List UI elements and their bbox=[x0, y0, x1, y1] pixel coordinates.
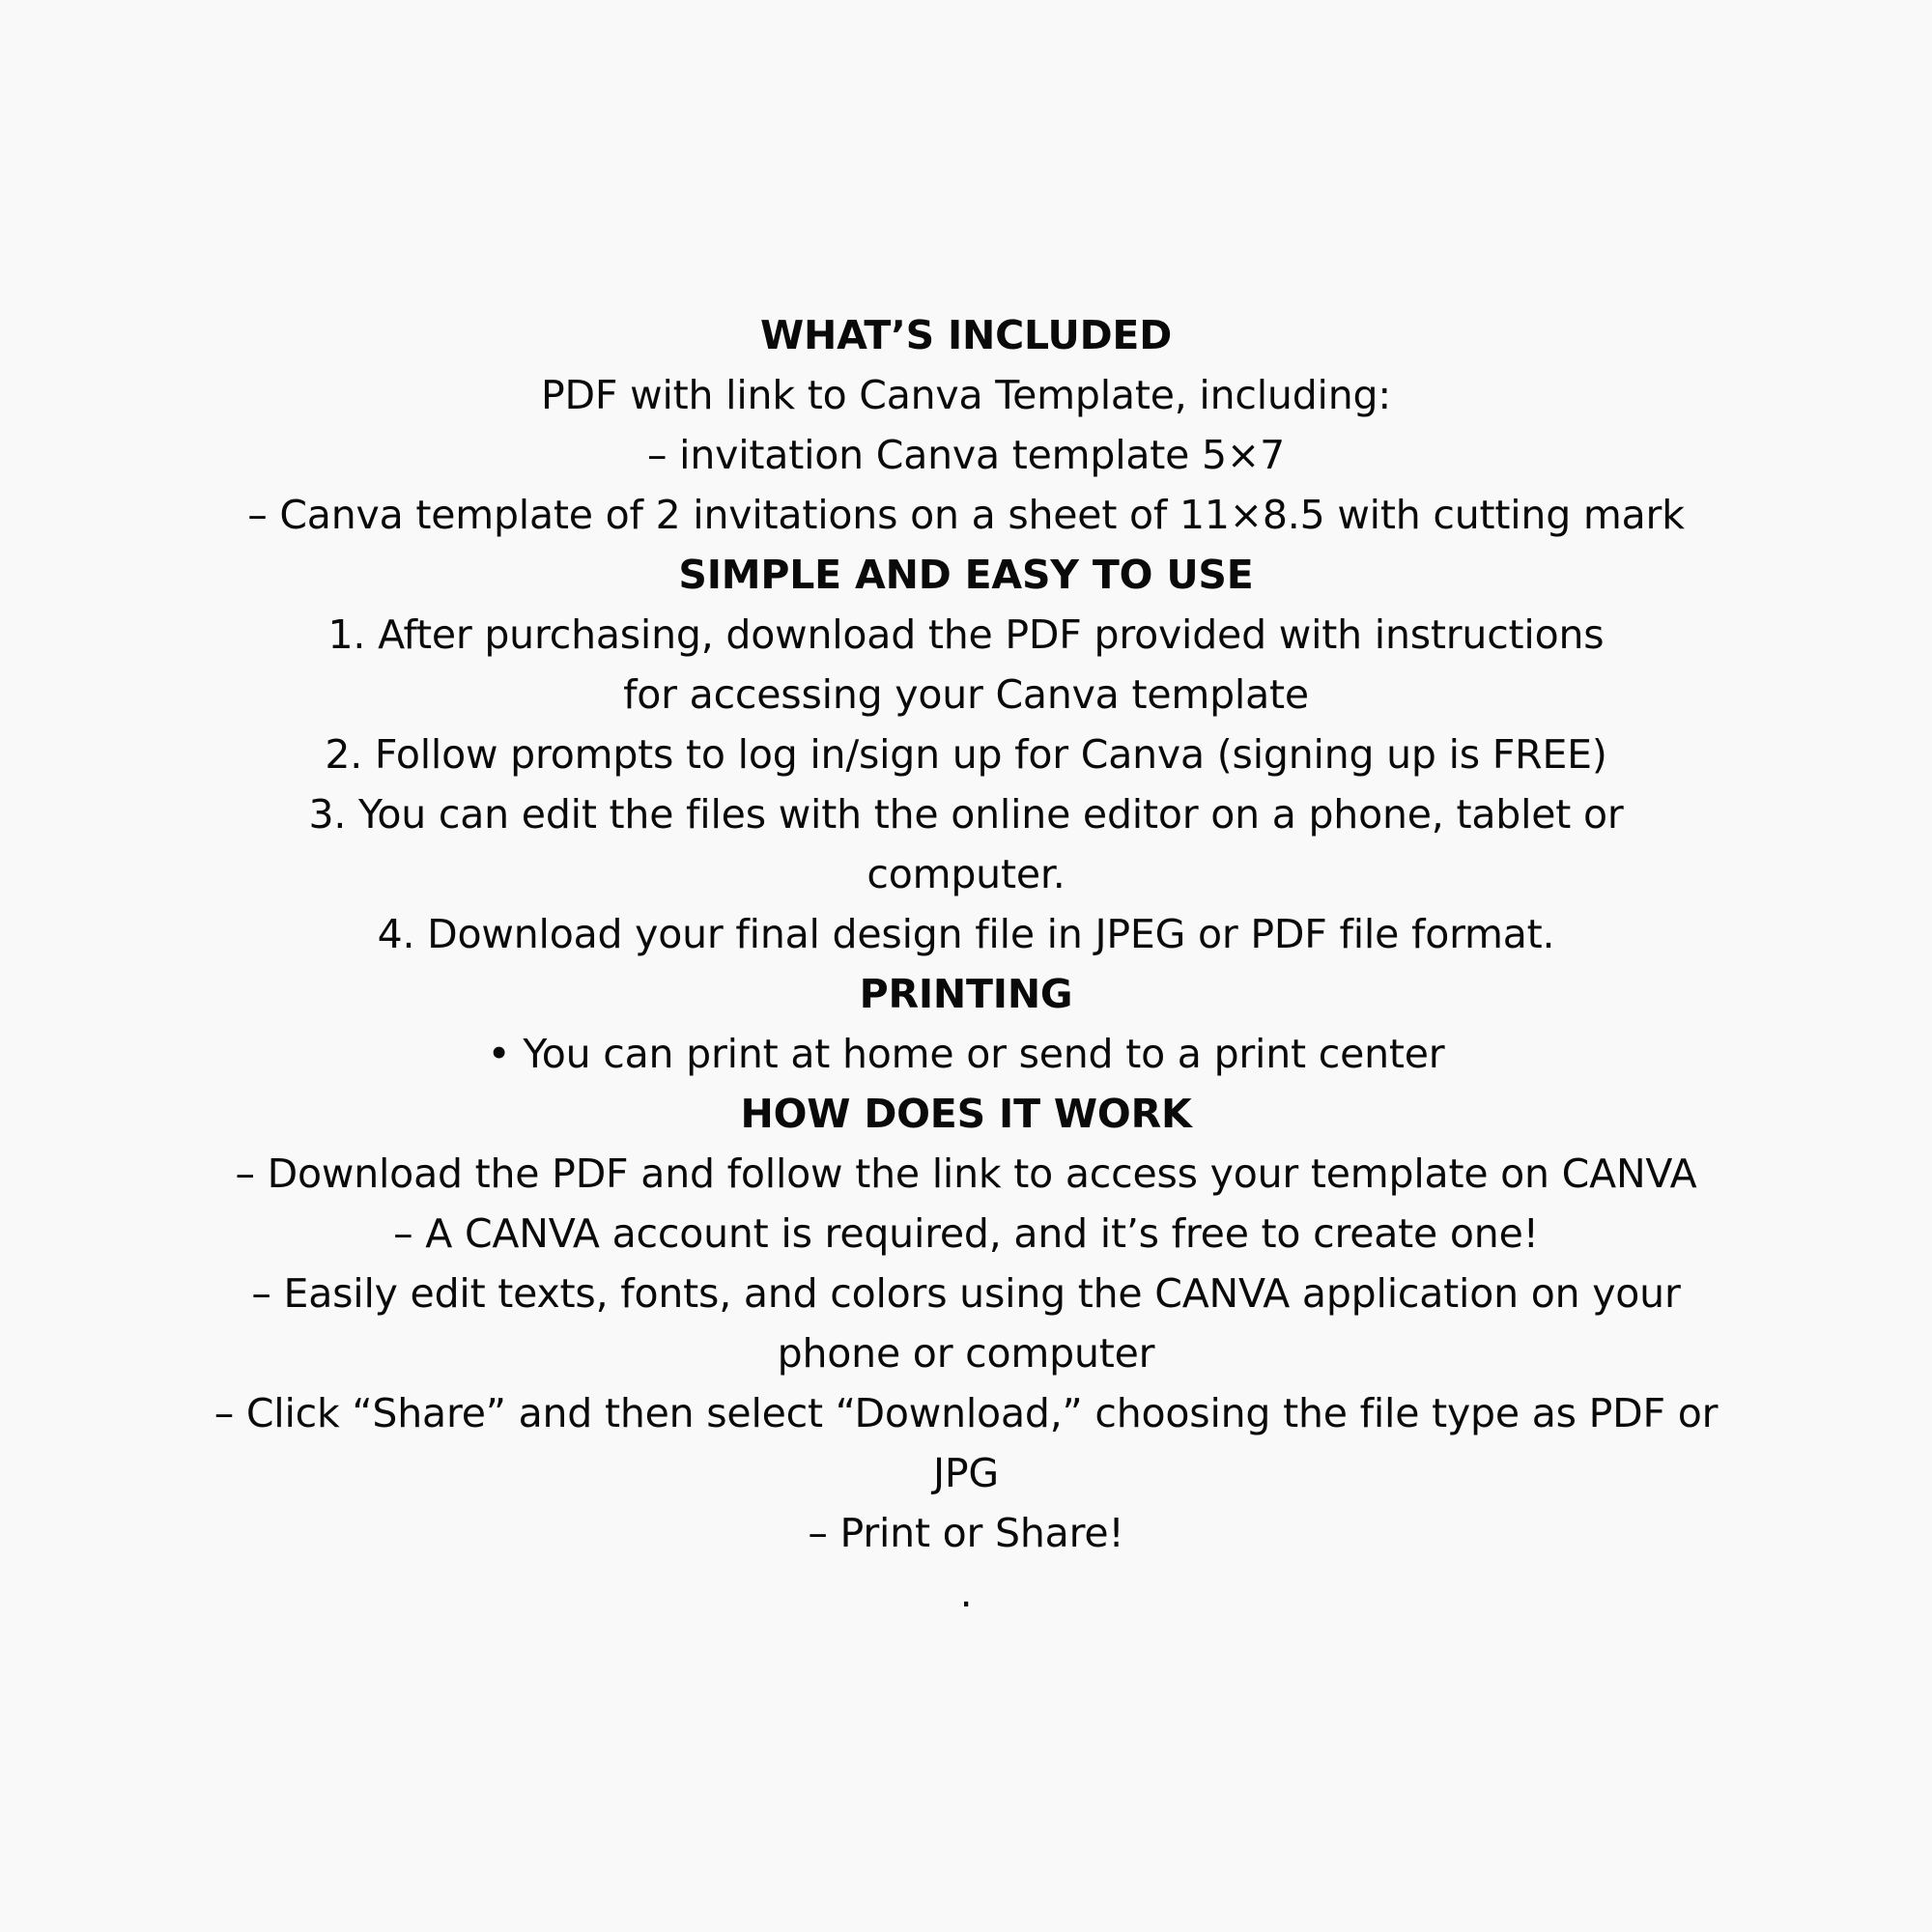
text-line: 4. Download your final design file in JPEG or PDF file format. bbox=[377, 911, 1555, 957]
instructions-text-block bbox=[0, 305, 1932, 1623]
text-line: 3. You can edit the files with the online editor on a phone, tablet or bbox=[308, 791, 1624, 838]
text-line: 1. After purchasing, download the PDF provided with instructions bbox=[327, 611, 1605, 658]
heading-simple-and-easy: SIMPLE AND EASY TO USE bbox=[678, 552, 1254, 598]
heading-how-does-it-work: HOW DOES IT WORK bbox=[740, 1091, 1192, 1137]
text-line: – A CANVA account is required, and it’s free to create one! bbox=[393, 1210, 1539, 1257]
text-line: PDF with link to Canva Template, including: bbox=[541, 372, 1391, 418]
text-line: – Print or Share! bbox=[808, 1510, 1124, 1556]
text-line: – invitation Canva template 5×7 bbox=[647, 432, 1285, 478]
text-line: – Download the PDF and follow the link to access your template on CANVA bbox=[235, 1151, 1697, 1197]
heading-whats-included: WHAT’S INCLUDED bbox=[759, 312, 1173, 358]
heading-printing: PRINTING bbox=[859, 971, 1073, 1017]
text-line: for accessing your Canva template bbox=[623, 671, 1309, 718]
text-line: . bbox=[959, 1570, 973, 1616]
text-line: – Easily edit texts, fonts, and colors using the CANVA application on your bbox=[251, 1270, 1681, 1317]
text-line: computer. bbox=[867, 851, 1065, 897]
text-line: – Canva template of 2 invitations on a sheet of 11×8.5 with cutting mark bbox=[247, 492, 1685, 538]
text-line: – Click “Share” and then select “Download,” choosing the file type as PDF or bbox=[213, 1390, 1719, 1436]
text-line: • You can print at home or send to a print center bbox=[487, 1031, 1445, 1077]
text-line: 2. Follow prompts to log in/sign up for Canva (signing up is FREE) bbox=[325, 731, 1607, 778]
text-line: JPG bbox=[933, 1450, 999, 1496]
text-line: phone or computer bbox=[777, 1330, 1155, 1377]
